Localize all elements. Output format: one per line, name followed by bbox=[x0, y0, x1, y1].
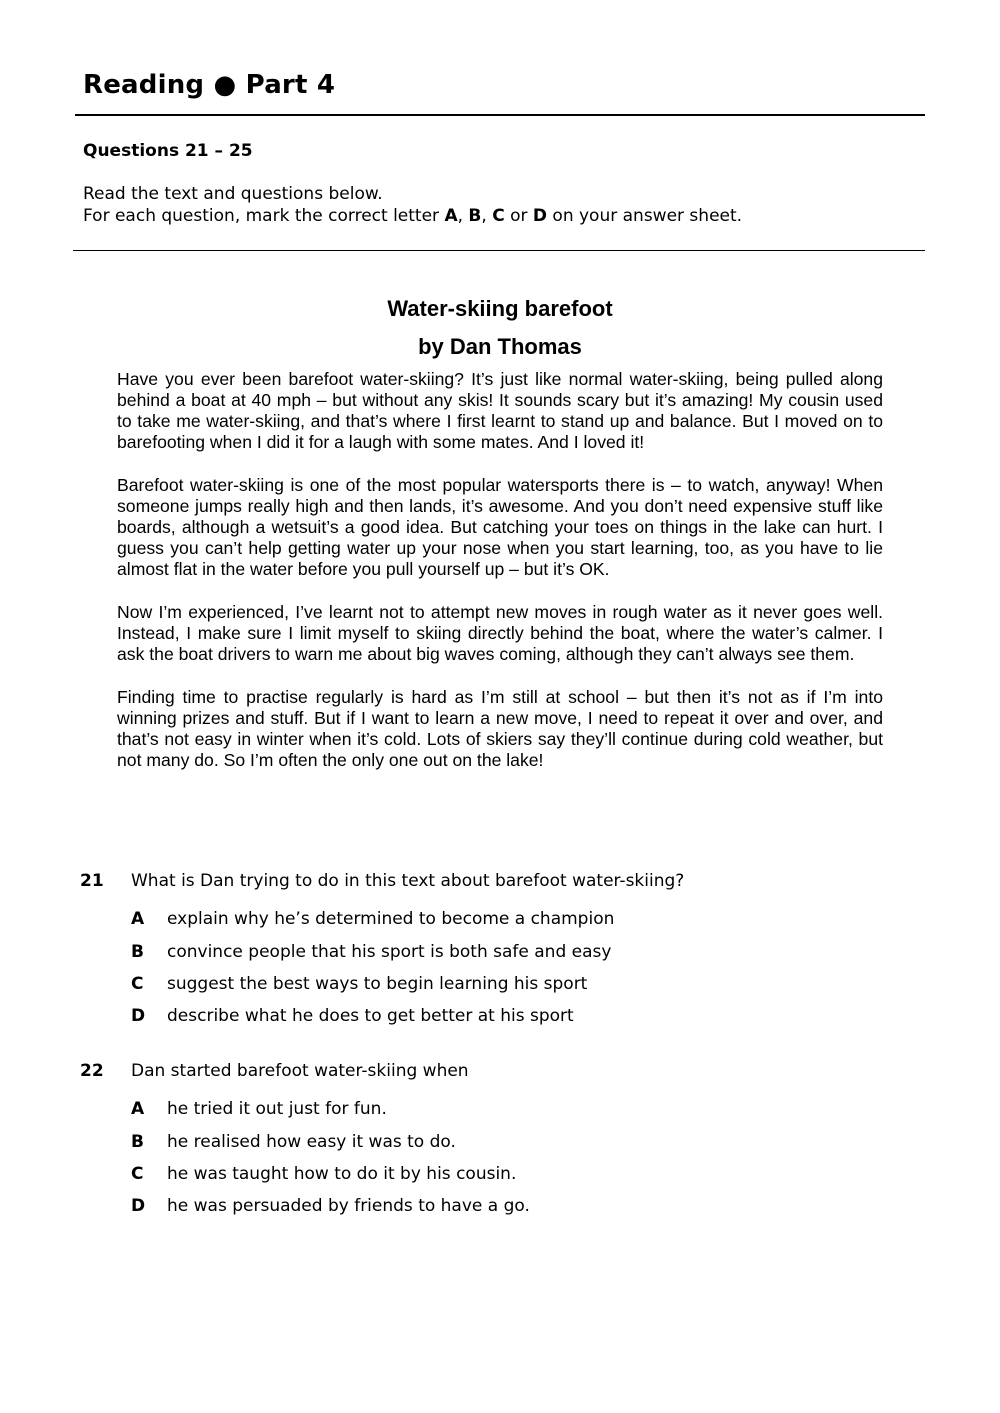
instructions bbox=[83, 183, 742, 227]
instruction-suffix: on your answer sheet. bbox=[547, 206, 743, 226]
option-text: describe what he does to get better at his sport bbox=[167, 1006, 574, 1026]
instruction-sep: , bbox=[457, 206, 469, 226]
instruction-sep: , bbox=[481, 206, 493, 226]
instruction-prefix: For each question, mark the correct letter bbox=[83, 206, 445, 226]
option-text: he realised how easy it was to do. bbox=[167, 1132, 456, 1152]
option-letter: B bbox=[131, 942, 144, 962]
option-letter: D bbox=[131, 1196, 146, 1216]
option-text: he was persuaded by friends to have a go. bbox=[167, 1196, 530, 1216]
article-byline: by Dan Thomas bbox=[418, 334, 582, 359]
option-text: he tried it out just for fun. bbox=[167, 1099, 387, 1119]
article-body bbox=[117, 369, 883, 793]
question-number: 21 bbox=[80, 871, 104, 891]
question-number: 22 bbox=[80, 1061, 104, 1081]
instruction-letter-a: A bbox=[444, 206, 458, 226]
option-letter: C bbox=[131, 974, 144, 994]
option-letter: A bbox=[131, 1099, 145, 1119]
article-paragraph: Finding time to practise regularly is hard as I’m still at school – but then it’s not as if I’m into winning prizes and stuff. But if I want to learn a new move, I need to repeat it over and over, and that’s not easy in winter when it’s cold. Lots of skiers say they’ll continue during cold weather, but not many do. So I’m often the only one out on the lake! bbox=[117, 687, 883, 770]
article-paragraph: Have you ever been barefoot water-skiing? It’s just like normal water-skiing, being pulled along behind a boat at 40 mph – but without any skis! It sounds scary but it’s amazing! My cousin used to take me water-skiing, and that’s where I first learnt to stand up and balance. But I moved on to barefooting when I did it for a laugh with some mates. And I loved it! bbox=[117, 369, 883, 452]
question-text: What is Dan trying to do in this text about barefoot water-skiing? bbox=[131, 871, 685, 891]
article-title: Water-skiing barefoot bbox=[387, 296, 613, 321]
option-text: explain why he’s determined to become a champion bbox=[167, 909, 615, 929]
instruction-line-2 bbox=[83, 205, 742, 227]
article-paragraph: Now I’m experienced, I’ve learnt not to attempt new moves in rough water as it never goes well. Instead, I make sure I limit myself to skiing directly behind the boat, where the water’s calmer. I ask the boat drivers to warn me about big waves coming, although they can’t always see them. bbox=[117, 602, 883, 664]
instructions-divider bbox=[73, 250, 925, 251]
article-paragraph: Barefoot water-skiing is one of the most popular watersports there is – to watch, anyway! When someone jumps really high and then lands, it’s awesome. And you don’t need expensive stuff like boards, although a wetsuit’s a good idea. But catching your toes on things in the lake can hurt. I guess you can’t help getting water up your nose when you start learning, too, as you have to lie almost flat in the water before you pull yourself up – but it’s OK. bbox=[117, 475, 883, 579]
option-letter: B bbox=[131, 1132, 144, 1152]
instruction-letter-d: D bbox=[532, 206, 548, 226]
section-title: Reading ● Part 4 bbox=[83, 70, 336, 100]
option-text: he was taught how to do it by his cousin. bbox=[167, 1164, 517, 1184]
instruction-letter-c: C bbox=[492, 206, 505, 226]
question-text: Dan started barefoot water-skiing when bbox=[131, 1061, 469, 1081]
option-text: convince people that his sport is both safe and easy bbox=[167, 942, 612, 962]
option-text: suggest the best ways to begin learning his sport bbox=[167, 974, 588, 994]
title-divider bbox=[75, 114, 925, 116]
instruction-letter-b: B bbox=[468, 206, 482, 226]
option-letter: D bbox=[131, 1006, 146, 1026]
instruction-sep: or bbox=[504, 206, 533, 226]
question-range: Questions 21 – 25 bbox=[83, 141, 253, 161]
option-letter: A bbox=[131, 909, 145, 929]
option-letter: C bbox=[131, 1164, 144, 1184]
instruction-line-1: Read the text and questions below. bbox=[83, 184, 383, 204]
